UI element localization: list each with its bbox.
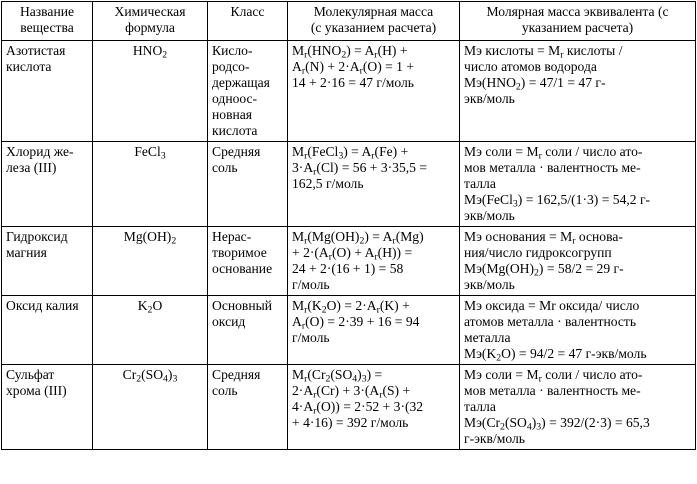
cell-class: Кисло- родсо- держащая одноос- новная кислота bbox=[208, 41, 288, 142]
header-formula: Химическая формула bbox=[93, 2, 208, 41]
cell-molecular-mass: $M_r(FeCl_3) = A_r(Fe)$ + $3\cdot A_r(Cl) = 56 + 3\cdot 35,5$ = 162,5 г/моль bbox=[288, 142, 460, 227]
cell-class: Основный оксид bbox=[208, 296, 288, 365]
table-row bbox=[2, 296, 696, 365]
cell-molecular-mass: $M_r(HNO_2) = A_r(H)$ + $A_r(N) + 2\cdot A_r(O) = 1$ + 14 + 2·16 = 47 г/моль bbox=[288, 41, 460, 142]
cell-equivalent-mass: Mэ соли = $M_r$ соли / число ато- мов металла · валентность ме- талла $Mэ(Cr_2(SO_4)_3) = 392/(2\cdot 3) = 65,3$ г-экв/моль bbox=[460, 365, 696, 450]
cell-formula: FeCl$_3$ bbox=[93, 142, 208, 227]
table-row bbox=[2, 142, 696, 227]
header-name: Название вещества bbox=[2, 2, 93, 41]
cell-class: Нерас- творимое основание bbox=[208, 227, 288, 296]
cell-equivalent-mass: Mэ кислоты = $M_r$ кислоты / число атомов водорода $Mэ(HNO_2) = 47/1 = 47$ г- экв/моль bbox=[460, 41, 696, 142]
cell-molecular-mass: $M_r(K_2O) = 2\cdot A_r(K)$ + $A_r(O) = 2\cdot 39 + 16 = 94$ г/моль bbox=[288, 296, 460, 365]
cell-name: Оксид калия bbox=[2, 296, 93, 365]
cell-name: Азотистая кислота bbox=[2, 41, 93, 142]
header-row bbox=[2, 2, 696, 41]
table-row bbox=[2, 365, 696, 450]
cell-name: Сульфат хрома (III) bbox=[2, 365, 93, 450]
cell-molecular-mass: $M_r(Mg(OH)_2) = A_r(Mg)$ + $2\cdot(A_r(O) + A_r(H))$ = 24 + 2·(16 + 1) = 58 г/моль bbox=[288, 227, 460, 296]
header-molecular-mass: Молекулярная масса (с указанием расчета) bbox=[288, 2, 460, 41]
cell-formula: $HNO_2$ bbox=[93, 41, 208, 142]
chemistry-table bbox=[1, 1, 696, 450]
table-row bbox=[2, 41, 696, 142]
header-class: Класс bbox=[208, 2, 288, 41]
cell-name: Гидроксид магния bbox=[2, 227, 93, 296]
cell-formula: $Mg(OH)_2$ bbox=[93, 227, 208, 296]
cell-class: Средняя соль bbox=[208, 365, 288, 450]
cell-equivalent-mass: Mэ основания = $M_r$ основа- ния/число гидроксогрупп $Mэ(Mg(OH)_2) = 58/2 = 29$ г- экв/моль bbox=[460, 227, 696, 296]
cell-molecular-mass: $M_r(Cr_2(SO_4)_3)$ = $2\cdot A_r(Cr) + 3\cdot(A_r(S)$ + $4\cdot A_r(O)) = 2\cdot 52 + 3\cdot(32$ + 4·16) = 392 г/моль bbox=[288, 365, 460, 450]
cell-formula: $Cr_2(SO_4)_3$ bbox=[93, 365, 208, 450]
cell-class: Средняя соль bbox=[208, 142, 288, 227]
table-row bbox=[2, 227, 696, 296]
cell-equivalent-mass: Mэ оксида = Mr оксида/ число атомов металла · валентность металла $Mэ(K_2O) = 94/2 = 47$ г-экв/моль bbox=[460, 296, 696, 365]
cell-equivalent-mass: Mэ соли = $M_r$ соли / число ато- мов металла · валентность ме- талла Mэ(FeCl$_3$) = 162,5/(1·3) = 54,2 г- экв/моль bbox=[460, 142, 696, 227]
cell-formula: $K_2O$ bbox=[93, 296, 208, 365]
cell-name: Хлорид же- леза (III) bbox=[2, 142, 93, 227]
header-equivalent-mass: Молярная масса эквивалента (с указанием расчета) bbox=[460, 2, 696, 41]
